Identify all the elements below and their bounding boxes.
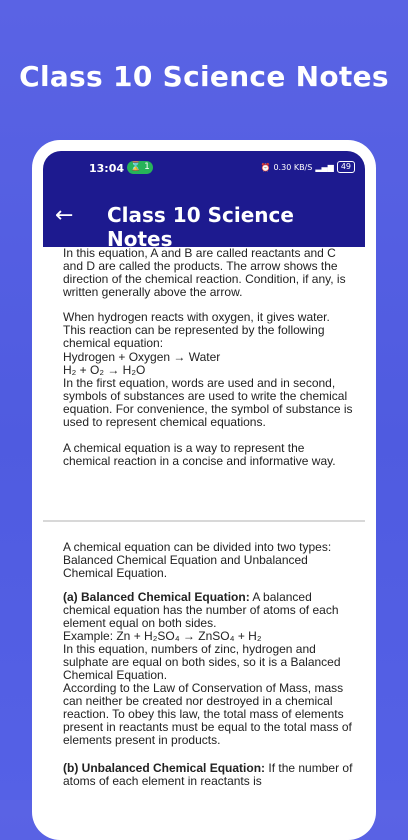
paragraph-first-equation: In the first equation, words are used and in second, symbols of substances are used to write the chemical equation. For convenience, the symbol of substance is used to represent chemical equations. [63,376,353,429]
balanced-heading: (a) Balanced Chemical Equation: [63,590,250,604]
alarm-icon: ⏰ [260,162,271,172]
unbalanced-heading: (b) Unbalanced Chemical Equation: [63,761,266,775]
status-icons [261,161,356,173]
paragraph-conservation: According to the Law of Conservation of Mass, mass can neither be created nor destroyed in a chemical reaction. To obey this law, the total mass of elements present in reactants must be equal to the total mass of elements present in products. [63,681,352,747]
status-time: 13:04 [89,162,125,175]
app-screen [43,151,365,811]
notes-content[interactable] [43,247,365,811]
phone-frame [32,140,376,840]
paragraph-unbalanced [63,762,353,788]
network-speed: 0.30 KB/S [273,162,313,172]
status-badge-count: 1 [144,162,150,172]
app-bar [43,187,365,251]
unbalanced-text: If the number of atoms of each element in reactants is [63,761,353,788]
equation-words: Hydrogen + Oxygen → Water [63,350,221,364]
promo-title: Class 10 Science Notes [19,60,389,93]
status-badge: ⌛ 1 [127,161,153,174]
paragraph-chemical-equation: A chemical equation is a way to represent the chemical reaction in a concise and informative way. [63,441,336,468]
status-bar [43,151,365,187]
signal-icon: ▂▄▆ [315,162,334,172]
example-equation: Example: Zn + H₂SO₄ → ZnSO₄ + H₂ [63,629,262,643]
paragraph-hydrogen: When hydrogen reacts with oxygen, it gives water. This reaction can be represented by the following chemical equation: [63,310,330,350]
paragraph-two-types: A chemical equation can be divided into two types: Balanced Chemical Equation and Unbalanced Chemical Equation. [63,540,332,580]
back-arrow-icon[interactable]: ← [55,203,74,228]
balanced-text: A balanced chemical equation has the number of atoms of each element equal on both sides. [63,590,339,630]
paragraph-balanced [63,591,353,630]
paragraph-reactants: In this equation, A and B are called reactants and C and D are called the products. The arrow shows the direction of the chemical reaction. Condition, if any, is written generally above the arrow. [63,247,346,299]
paragraph-zinc: In this equation, numbers of zinc, hydrogen and sulphate are equal on both sides, so it is a Balanced Chemical Equation. [63,642,341,682]
page-title: Class 10 Science Notes [107,203,294,251]
section-divider [43,520,365,522]
equation-symbols: H₂ + O₂ → H₂O [63,363,146,377]
battery-icon [337,161,355,173]
battery-level: 49 [340,162,351,171]
